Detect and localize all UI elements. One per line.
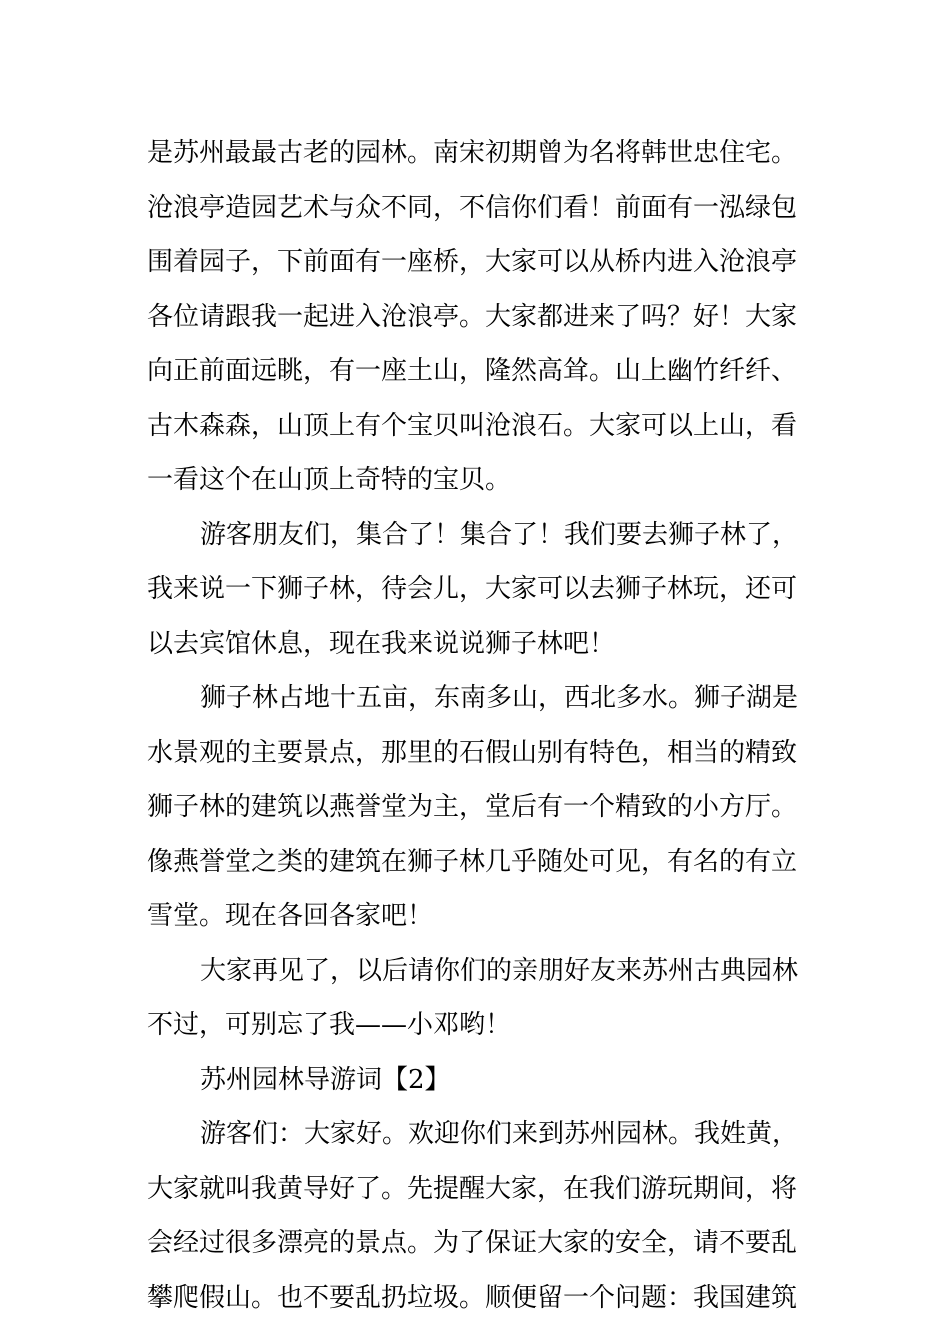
- paragraph-start-line: 大家再见了，以后请你们的亲朋好友来苏州古典园林: [200, 955, 799, 986]
- paragraph-start-line: 游客们：大家好。欢迎你们来到苏州园林。我姓黄，: [200, 1119, 799, 1149]
- text-line: 向正前面远眺，有一座土山，隆然高耸。山上幽竹纤纤、: [147, 356, 798, 386]
- paragraph-start-line: 游客朋友们，集合了！集合了！我们要去狮子林了，: [200, 519, 799, 550]
- text-line: 攀爬假山。也不要乱扔垃圾。顺便留一个问题：我国建筑: [147, 1282, 798, 1313]
- text-line: 我来说一下狮子林，待会儿，大家可以去狮子林玩，还可: [147, 574, 798, 604]
- section-heading: 苏州园林导游词【2】: [200, 1064, 451, 1095]
- text-line: 古木森森，山顶上有个宝贝叫沧浪石。大家可以上山，看: [147, 410, 798, 441]
- paragraph-start-line: 狮子林占地十五亩，东南多山，西北多水。狮子湖是: [200, 683, 799, 713]
- text-line: 雪堂。现在各回各家吧！: [147, 901, 434, 931]
- text-line: 水景观的主要景点，那里的石假山别有特色，相当的精致: [147, 737, 798, 768]
- document-body: [147, 126, 807, 1325]
- text-line: 不过，可别忘了我——小邓哟！: [147, 1010, 512, 1040]
- text-line: 大家就叫我黄导好了。先提醒大家，在我们游玩期间，将: [147, 1173, 798, 1204]
- text-line: 是苏州最最古老的园林。南宋初期曾为名将韩世忠住宅。: [147, 138, 798, 168]
- text-line: 各位请跟我一起进入沧浪亭。大家都进来了吗？好！大家: [147, 301, 798, 332]
- text-line: 会经过很多漂亮的景点。为了保证大家的安全，请不要乱: [147, 1228, 798, 1258]
- text-line: 沧浪亭造园艺术与众不同，不信你们看！前面有一泓绿包: [147, 192, 798, 223]
- text-line: 狮子林的建筑以燕誉堂为主，堂后有一个精致的小方厅。: [147, 792, 798, 822]
- text-line: 像燕誉堂之类的建筑在狮子林几乎随处可见，有名的有立: [147, 846, 798, 877]
- text-line: 以去宾馆休息，现在我来说说狮子林吧！: [147, 628, 616, 659]
- text-line: 一看这个在山顶上奇特的宝贝。: [147, 465, 512, 495]
- text-line: 围着园子，下前面有一座桥，大家可以从桥内进入沧浪亭: [147, 247, 798, 277]
